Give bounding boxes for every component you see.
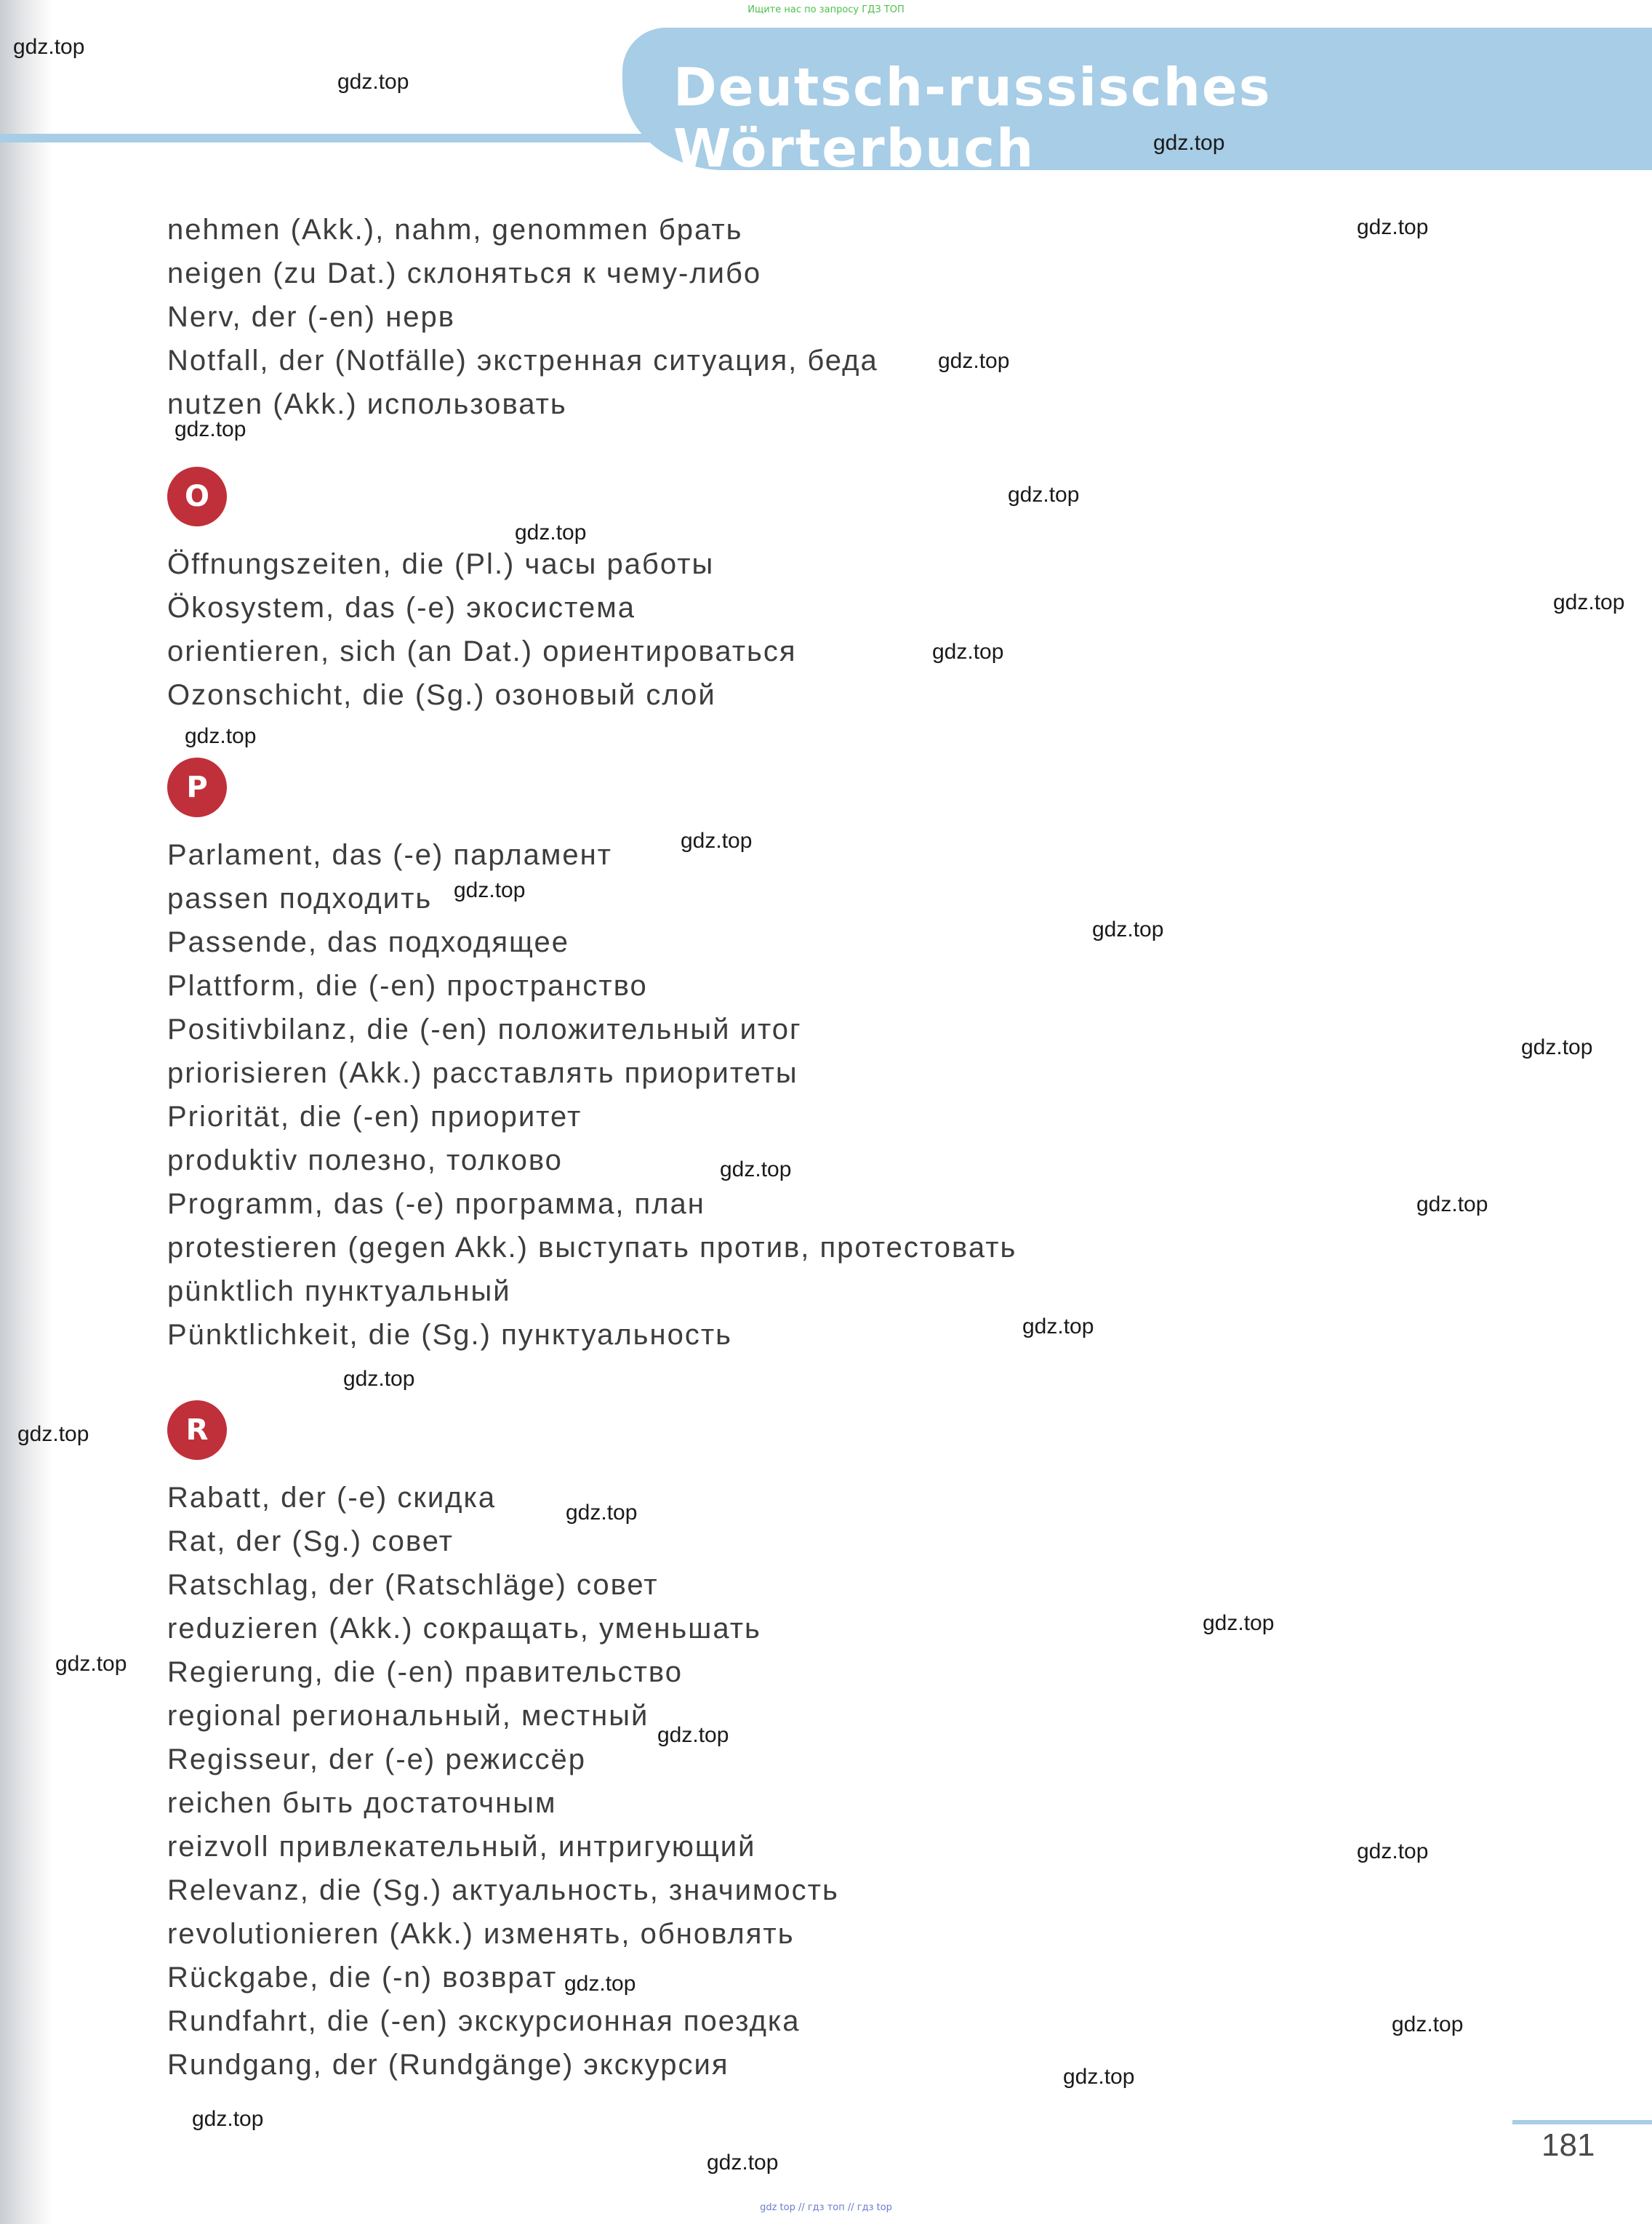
dictionary-entry: Relevanz, die (Sg.) актуальность, значимость bbox=[167, 1874, 839, 1906]
dictionary-entry: Regierung, die (-en) правительство bbox=[167, 1656, 683, 1688]
watermark: gdz.top bbox=[1063, 2065, 1135, 2089]
dictionary-entry: Ozonschicht, die (Sg.) озоновый слой bbox=[167, 679, 716, 711]
page-number: 181 bbox=[1541, 2127, 1595, 2163]
watermark: gdz.top bbox=[1392, 2012, 1464, 2036]
page-number-rule bbox=[1512, 2120, 1652, 2124]
dictionary-entry: revolutionieren (Akk.) изменять, обновлять bbox=[167, 1918, 795, 1950]
top-note: Ищите нас по запросу ГДЗ ТОП bbox=[747, 4, 905, 15]
dictionary-entry: Nerv, der (-en) нерв bbox=[167, 301, 456, 333]
dictionary-entry: Rat, der (Sg.) совет bbox=[167, 1525, 454, 1557]
dictionary-entry: Rundgang, der (Rundgänge) экскурсия bbox=[167, 2049, 729, 2081]
letter-badge-o: O bbox=[167, 467, 227, 526]
dictionary-entry: Rückgabe, die (-n) возврат bbox=[167, 1962, 558, 1994]
watermark: gdz.top bbox=[1153, 131, 1225, 155]
watermark: gdz.top bbox=[932, 640, 1004, 664]
dictionary-entry: Rundfahrt, die (-en) экскурсионная поездка bbox=[167, 2005, 801, 2037]
bottom-note: gdz top // гдз топ // гдз top bbox=[760, 2202, 892, 2213]
dictionary-entry: Ökosystem, das (-e) экосистема bbox=[167, 592, 636, 624]
watermark: gdz.top bbox=[515, 521, 587, 545]
watermark: gdz.top bbox=[1357, 1839, 1429, 1863]
watermark: gdz.top bbox=[1553, 590, 1625, 614]
book-gutter-shadow bbox=[0, 0, 52, 2224]
dictionary-entry: reichen быть достаточным bbox=[167, 1787, 557, 1819]
watermark: gdz.top bbox=[55, 1652, 127, 1676]
dictionary-entry: passen подходить bbox=[167, 883, 433, 915]
dictionary-entry: regional региональный, местный bbox=[167, 1700, 649, 1732]
dictionary-entry: nutzen (Akk.) использовать bbox=[167, 388, 567, 420]
dictionary-entry: Priorität, die (-en) приоритет bbox=[167, 1101, 582, 1133]
watermark: gdz.top bbox=[175, 417, 246, 441]
dictionary-entry: Regisseur, der (-e) режиссёр bbox=[167, 1743, 586, 1775]
watermark: gdz.top bbox=[1416, 1192, 1488, 1216]
watermark: gdz.top bbox=[1203, 1611, 1275, 1635]
header-rule bbox=[0, 134, 654, 142]
watermark: gdz.top bbox=[13, 35, 85, 59]
watermark: gdz.top bbox=[192, 2107, 264, 2131]
dictionary-entry: Öffnungszeiten, die (Pl.) часы работы bbox=[167, 548, 715, 580]
watermark: gdz.top bbox=[1521, 1035, 1593, 1059]
dictionary-entry: reduzieren (Akk.) сокращать, уменьшать bbox=[167, 1613, 761, 1645]
watermark: gdz.top bbox=[1092, 918, 1164, 942]
watermark: gdz.top bbox=[17, 1422, 89, 1446]
dictionary-entry: priorisieren (Akk.) расставлять приоритеты bbox=[167, 1057, 798, 1089]
dictionary-entry: Rabatt, der (-e) скидка bbox=[167, 1482, 497, 1514]
watermark: gdz.top bbox=[1357, 215, 1429, 239]
watermark: gdz.top bbox=[337, 70, 409, 94]
watermark: gdz.top bbox=[185, 724, 257, 748]
dictionary-entry: neigen (zu Dat.) склоняться к чему-либо bbox=[167, 257, 762, 289]
letter-badge-r: R bbox=[167, 1400, 227, 1460]
watermark: gdz.top bbox=[657, 1723, 729, 1747]
watermark: gdz.top bbox=[720, 1157, 792, 1181]
watermark: gdz.top bbox=[564, 1972, 636, 1996]
watermark: gdz.top bbox=[681, 829, 753, 853]
dictionary-entry: Passende, das подходящее bbox=[167, 926, 569, 958]
dictionary-entry: Notfall, der (Notfälle) экстренная ситуация, беда bbox=[167, 345, 878, 377]
dictionary-entry: protestieren (gegen Akk.) выступать против, протестовать bbox=[167, 1232, 1017, 1264]
dictionary-entry: pünktlich пунктуальный bbox=[167, 1275, 511, 1307]
dictionary-entry: reizvoll привлекательный, интригующий bbox=[167, 1831, 756, 1863]
dictionary-entry: Plattform, die (-en) пространство bbox=[167, 970, 648, 1002]
watermark: gdz.top bbox=[1022, 1314, 1094, 1338]
watermark: gdz.top bbox=[343, 1367, 415, 1391]
dictionary-entry: Parlament, das (-e) парламент bbox=[167, 839, 612, 871]
watermark: gdz.top bbox=[707, 2151, 779, 2175]
dictionary-entry: orientieren, sich (an Dat.) ориентироваться bbox=[167, 635, 797, 667]
watermark: gdz.top bbox=[454, 878, 526, 902]
watermark: gdz.top bbox=[938, 349, 1010, 373]
watermark: gdz.top bbox=[1008, 483, 1080, 507]
dictionary-entry: produktiv полезно, толково bbox=[167, 1144, 563, 1176]
dictionary-entry: Programm, das (-e) программа, план bbox=[167, 1188, 705, 1220]
dictionary-entry: nehmen (Akk.), nahm, genommen брать bbox=[167, 214, 743, 246]
letter-badge-p: P bbox=[167, 758, 227, 817]
dictionary-entry: Pünktlichkeit, die (Sg.) пунктуальность bbox=[167, 1319, 733, 1351]
dictionary-entry: Ratschlag, der (Ratschläge) совет bbox=[167, 1569, 659, 1601]
dictionary-entry: Positivbilanz, die (-en) положительный итог bbox=[167, 1013, 802, 1045]
watermark: gdz.top bbox=[566, 1501, 638, 1525]
page-title: Deutsch-russisches Wörterbuch bbox=[673, 57, 1272, 179]
